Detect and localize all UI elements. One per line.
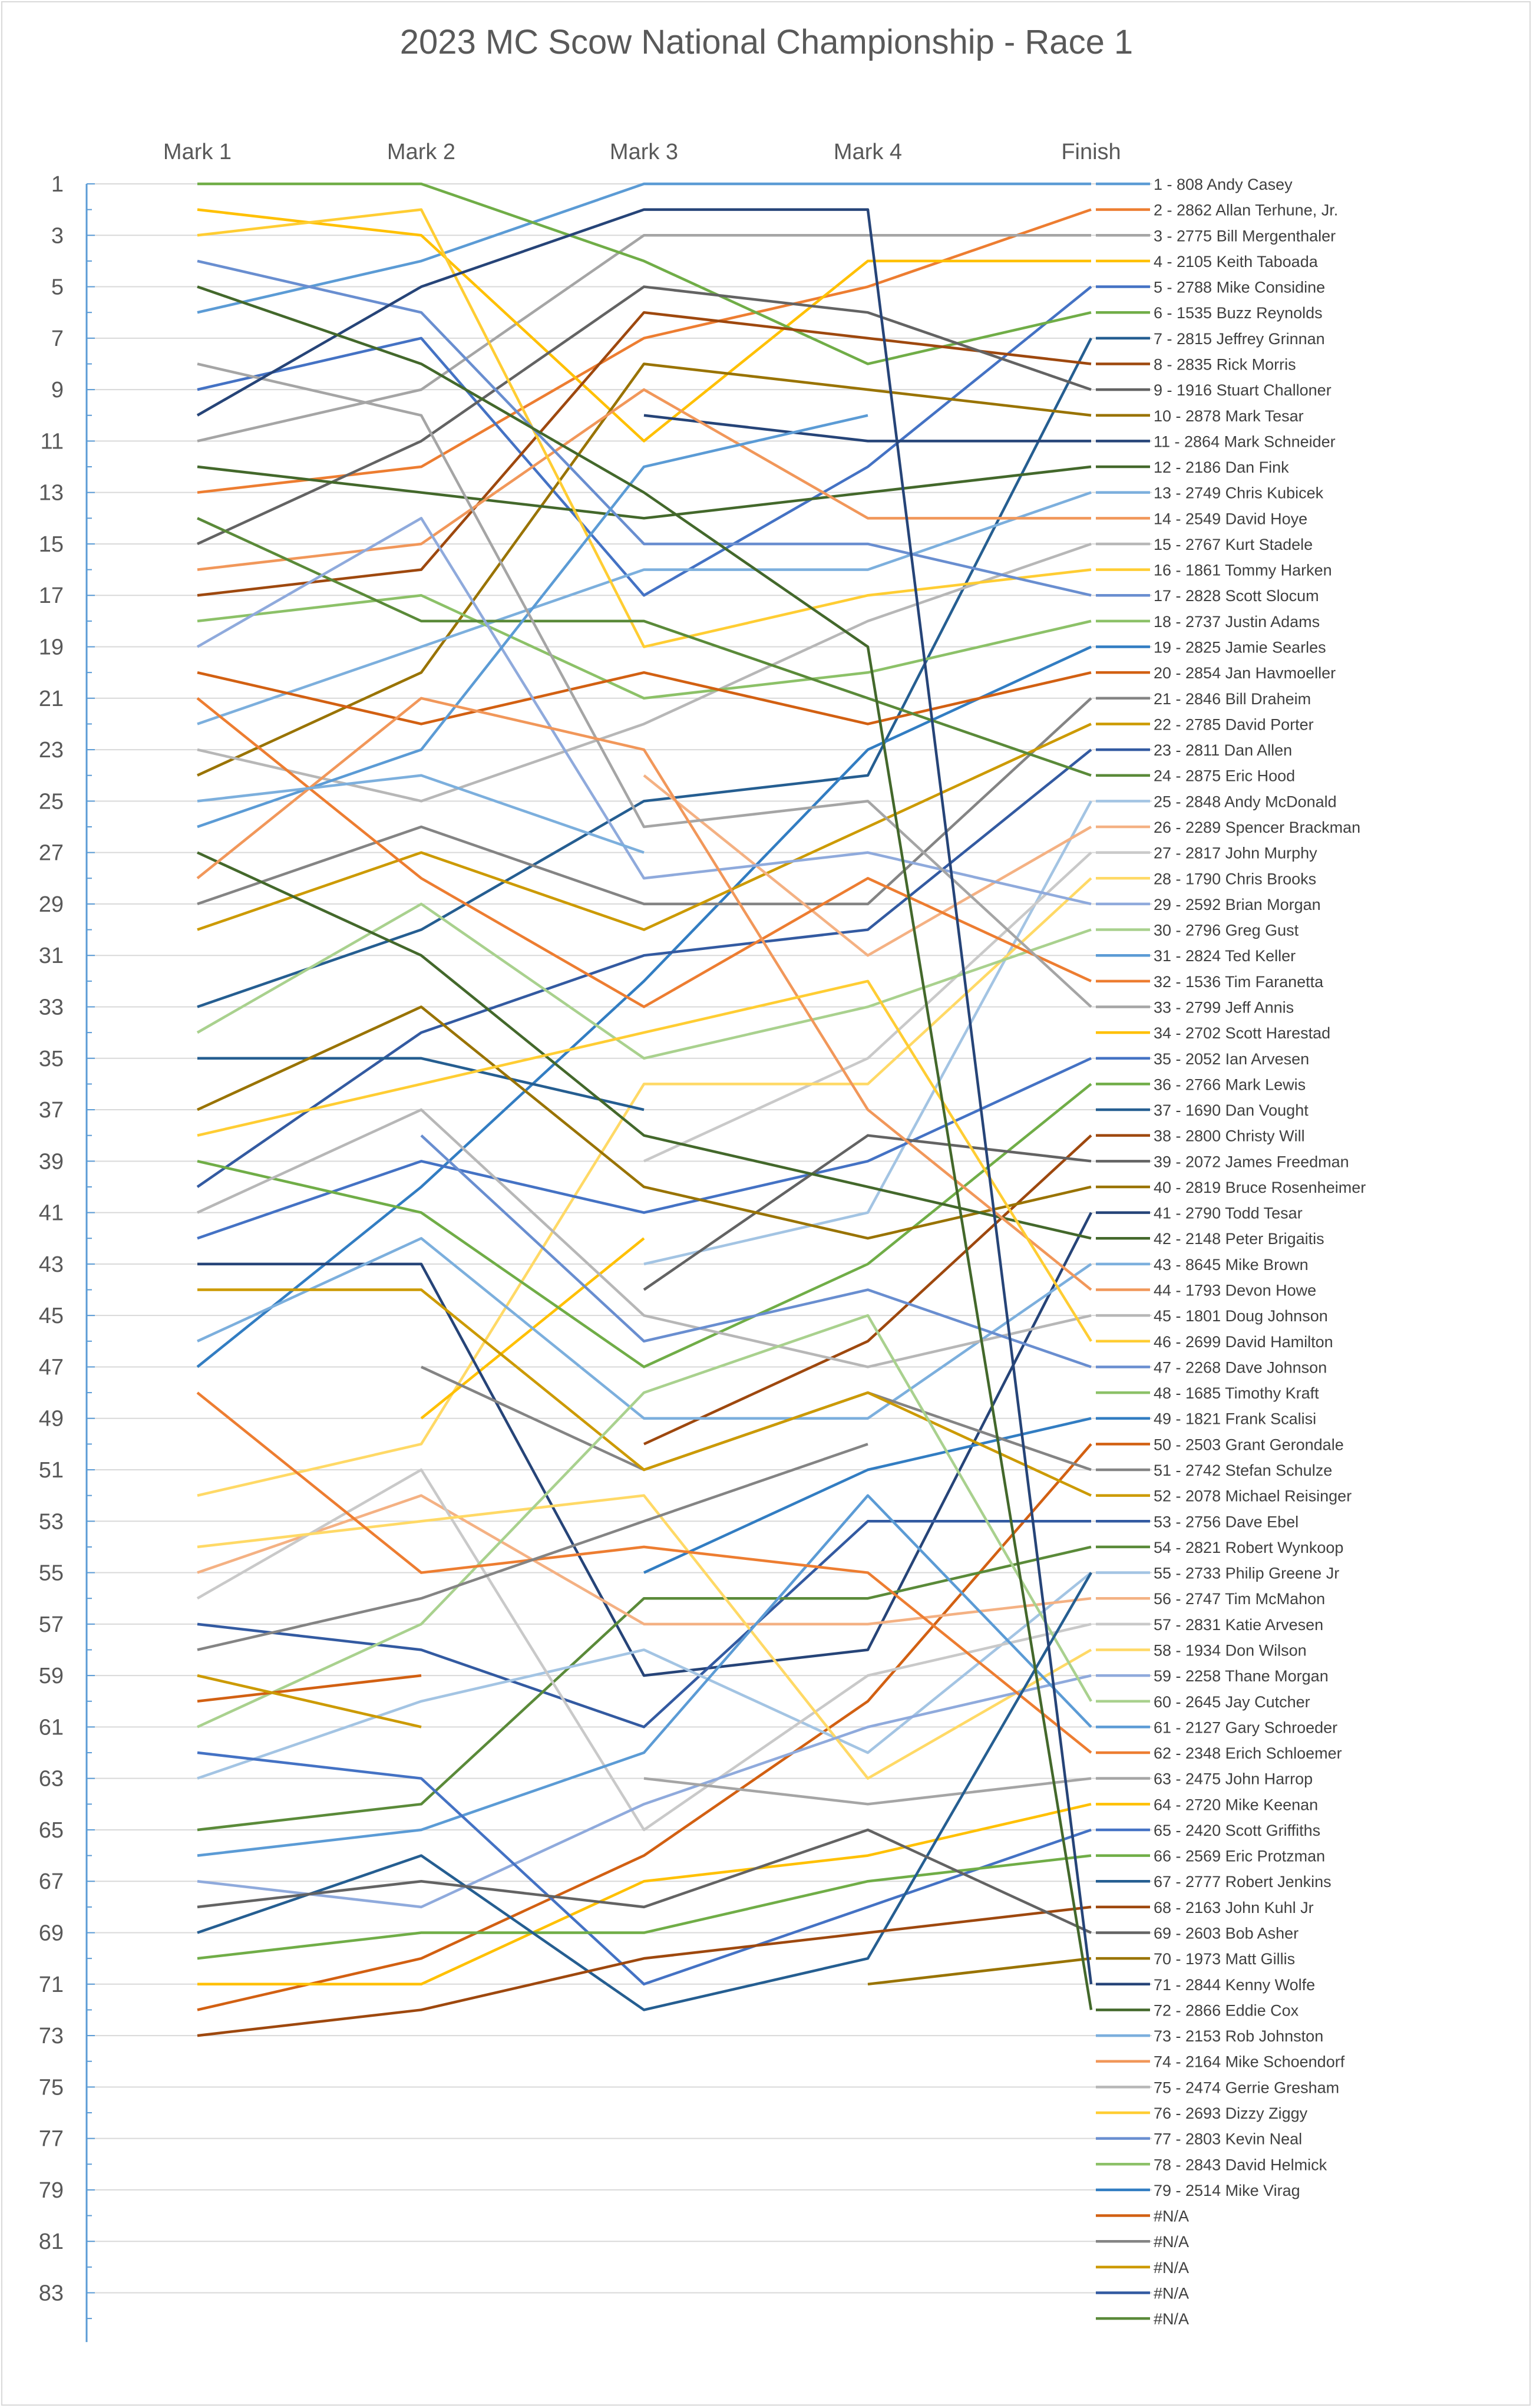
y-tick-label: 83 (38, 2281, 64, 2306)
y-tick-label: 57 (38, 1612, 64, 1637)
y-tick-label: 59 (38, 1664, 64, 1689)
legend-entry: 73 - 2153 Rob Johnston (1154, 2027, 1324, 2046)
legend-entry: 11 - 2864 Mark Schneider (1154, 433, 1336, 451)
y-tick-label: 77 (38, 2126, 64, 2152)
legend-entry: 28 - 1790 Chris Brooks (1154, 870, 1317, 888)
y-tick-label: 27 (38, 840, 64, 866)
series-line (197, 210, 1091, 493)
category-label: Finish (1061, 140, 1121, 164)
y-tick-label: 15 (38, 532, 64, 557)
category-headers (163, 140, 1121, 164)
legend-entry: #N/A (1154, 2258, 1190, 2277)
legend-entry: 7 - 2815 Jeffrey Grinnan (1154, 329, 1325, 348)
legend-entry: 22 - 2785 David Porter (1154, 715, 1314, 734)
y-tick-label: 79 (38, 2178, 64, 2203)
legend-entry: 60 - 2645 Jay Cutcher (1154, 1693, 1310, 1711)
series-line (197, 210, 1091, 441)
legend-entry: 4 - 2105 Keith Taboada (1154, 252, 1318, 271)
series-line (421, 1136, 1091, 1367)
legend-entry: 14 - 2549 David Hoye (1154, 510, 1308, 528)
legend-entry: 41 - 2790 Todd Tesar (1154, 1204, 1303, 1222)
legend-entry: 38 - 2800 Christy Will (1154, 1127, 1305, 1145)
legend-entry: 40 - 2819 Bruce Rosenheimer (1154, 1178, 1366, 1196)
legend-entry: 78 - 2843 David Helmick (1154, 2156, 1327, 2174)
legend-entry: 36 - 2766 Mark Lewis (1154, 1076, 1306, 1094)
y-tick-label: 1 (51, 172, 64, 197)
legend-entry: 9 - 1916 Stuart Challoner (1154, 381, 1332, 400)
series-line (197, 1753, 1091, 1984)
y-tick-label: 17 (38, 583, 64, 609)
legend-entry: 65 - 2420 Scott Griffiths (1154, 1821, 1321, 1839)
legend (1096, 176, 1366, 2328)
legend-entry: 48 - 1685 Timothy Kraft (1154, 1384, 1319, 1403)
legend-entry: 19 - 2825 Jamie Searles (1154, 638, 1326, 657)
y-tick-label: 73 (38, 2024, 64, 2049)
legend-entry: 6 - 1535 Buzz Reynolds (1154, 304, 1323, 322)
legend-entry: 27 - 2817 John Murphy (1154, 844, 1317, 862)
y-tick-label: 45 (38, 1304, 64, 1329)
y-tick-label: 81 (38, 2229, 64, 2255)
legend-entry: #N/A (1154, 2284, 1190, 2303)
legend-entry: 20 - 2854 Jan Havmoeller (1154, 664, 1336, 682)
y-tick-label: 75 (38, 2075, 64, 2100)
legend-entry: 34 - 2702 Scott Harestad (1154, 1024, 1331, 1043)
legend-entry: 70 - 1973 Matt Gillis (1154, 1950, 1296, 1968)
y-axis (39, 172, 95, 2342)
y-tick-label: 33 (38, 995, 64, 1020)
legend-entry: 13 - 2749 Chris Kubicek (1154, 484, 1324, 502)
y-tick-label: 29 (38, 892, 64, 917)
legend-entry: 69 - 2603 Bob Asher (1154, 1924, 1299, 1942)
legend-entry: 53 - 2756 Dave Ebel (1154, 1513, 1299, 1531)
legend-entry: 18 - 2737 Justin Adams (1154, 612, 1320, 631)
category-label: Mark 3 (609, 140, 679, 164)
legend-entry: 51 - 2742 Stefan Schulze (1154, 1462, 1333, 1479)
y-tick-label: 19 (38, 635, 64, 660)
legend-entry: 67 - 2777 Robert Jenkins (1154, 1873, 1332, 1891)
legend-entry: 50 - 2503 Grant Gerondale (1154, 1436, 1344, 1454)
legend-entry: 15 - 2767 Kurt Stadele (1154, 535, 1313, 553)
y-tick-label: 11 (40, 429, 64, 454)
legend-entry: 47 - 2268 Dave Johnson (1154, 1358, 1327, 1377)
legend-entry: #N/A (1154, 2233, 1190, 2251)
y-tick-label: 69 (38, 1921, 64, 1946)
legend-entry: 75 - 2474 Gerrie Gresham (1154, 2079, 1340, 2097)
y-tick-label: 71 (38, 1972, 64, 1997)
y-tick-label: 39 (38, 1149, 64, 1175)
legend-entry: 16 - 1861 Tommy Harken (1154, 561, 1332, 579)
series-line (197, 493, 1091, 724)
legend-entry: 33 - 2799 Jeff Annis (1154, 998, 1294, 1017)
legend-entry: #N/A (1154, 2207, 1190, 2225)
y-tick-label: 25 (38, 789, 64, 814)
y-tick-label: 31 (38, 944, 64, 969)
y-tick-label: 53 (38, 1509, 64, 1535)
legend-entry: 58 - 1934 Don Wilson (1154, 1641, 1307, 1660)
y-tick-label: 65 (38, 1817, 64, 1843)
legend-entry: 8 - 2835 Rick Morris (1154, 355, 1296, 374)
series-line (197, 1907, 1091, 2036)
legend-entry: 30 - 2796 Greg Gust (1154, 921, 1299, 939)
legend-entry: 52 - 2078 Michael Reisinger (1154, 1487, 1352, 1505)
series-line (197, 1110, 1091, 1367)
legend-entry: 29 - 2592 Brian Morgan (1154, 895, 1321, 913)
legend-entry: 61 - 2127 Gary Schroeder (1154, 1718, 1338, 1737)
y-tick-label: 47 (38, 1355, 64, 1380)
legend-entry: 62 - 2348 Erich Schloemer (1154, 1744, 1342, 1763)
legend-entry: 5 - 2788 Mike Considine (1154, 278, 1326, 296)
legend-entry: 24 - 2875 Eric Hood (1154, 767, 1296, 785)
legend-entry: 12 - 2186 Dan Fink (1154, 458, 1289, 477)
y-tick-label: 61 (38, 1715, 64, 1740)
legend-entry: 68 - 2163 John Kuhl Jr (1154, 1898, 1314, 1916)
legend-entry: 43 - 8645 Mike Brown (1154, 1255, 1309, 1274)
legend-entry: 35 - 2052 Ian Arvesen (1154, 1050, 1310, 1068)
legend-entry: 54 - 2821 Robert Wynkoop (1154, 1538, 1344, 1556)
series-line (197, 1675, 421, 1701)
legend-entry: 59 - 2258 Thane Morgan (1154, 1667, 1329, 1685)
legend-entry: 45 - 1801 Doug Johnson (1154, 1307, 1328, 1325)
category-label: Mark 2 (386, 140, 456, 164)
legend-entry: 44 - 1793 Devon Howe (1154, 1281, 1317, 1299)
legend-entry: 10 - 2878 Mark Tesar (1154, 407, 1304, 425)
legend-entry: 39 - 2072 James Freedman (1154, 1153, 1349, 1171)
y-tick-label: 67 (38, 1869, 64, 1895)
category-label: Mark 1 (163, 140, 232, 164)
legend-entry: 64 - 2720 Mike Keenan (1154, 1796, 1319, 1814)
y-tick-label: 63 (38, 1766, 64, 1792)
legend-entry: 23 - 2811 Dan Allen (1154, 741, 1293, 760)
series-line (197, 1496, 1091, 1779)
legend-entry: 26 - 2289 Spencer Brackman (1154, 819, 1361, 836)
legend-entry: 79 - 2514 Mike Virag (1154, 2181, 1300, 2199)
legend-entry: 3 - 2775 Bill Mergenthaler (1154, 227, 1336, 245)
legend-entry: 77 - 2803 Kevin Neal (1154, 2130, 1303, 2148)
legend-entry: 57 - 2831 Katie Arvesen (1154, 1615, 1324, 1634)
series-line (197, 1496, 1091, 1624)
series-line (197, 518, 1091, 904)
legend-entry: 25 - 2848 Andy McDonald (1154, 793, 1337, 811)
legend-entry: 2 - 2862 Allan Terhune, Jr. (1154, 201, 1339, 219)
legend-entry: 42 - 2148 Peter Brigaitis (1154, 1230, 1324, 1248)
legend-entry: 56 - 2747 Tim McMahon (1154, 1590, 1326, 1608)
y-tick-label: 41 (38, 1200, 64, 1226)
y-tick-label: 37 (38, 1098, 64, 1123)
y-tick-label: 55 (38, 1561, 64, 1586)
y-tick-label: 43 (38, 1252, 64, 1277)
legend-entry: #N/A (1154, 2310, 1190, 2328)
legend-entry: 31 - 2824 Ted Keller (1154, 947, 1296, 965)
y-tick-label: 9 (51, 378, 64, 403)
series-line (197, 1675, 421, 1727)
legend-entry: 37 - 1690 Dan Vought (1154, 1101, 1309, 1120)
y-tick-label: 23 (38, 738, 64, 763)
legend-entry: 32 - 1536 Tim Faranetta (1154, 972, 1324, 991)
legend-entry: 1 - 808 Andy Casey (1154, 176, 1293, 193)
legend-entry: 17 - 2828 Scott Slocum (1154, 587, 1319, 605)
series-line (868, 1958, 1091, 1984)
y-tick-label: 7 (51, 326, 64, 351)
legend-entry: 63 - 2475 John Harrop (1154, 1770, 1313, 1788)
category-label: Mark 4 (833, 140, 903, 164)
y-tick-label: 35 (38, 1046, 64, 1071)
legend-entry: 66 - 2569 Eric Protzman (1154, 1847, 1326, 1865)
chart-title: 2023 MC Scow National Championship - Race 1 (399, 23, 1134, 61)
legend-entry: 55 - 2733 Philip Greene Jr (1154, 1564, 1340, 1582)
y-tick-label: 49 (38, 1406, 64, 1431)
legend-entry: 49 - 1821 Frank Scalisi (1154, 1410, 1317, 1428)
y-tick-label: 51 (38, 1458, 64, 1483)
y-tick-label: 21 (38, 686, 64, 711)
legend-entry: 74 - 2164 Mike Schoendorf (1154, 2053, 1345, 2071)
legend-entry: 76 - 2693 Dizzy Ziggy (1154, 2104, 1308, 2122)
y-tick-label: 3 (51, 223, 64, 249)
y-tick-label: 5 (51, 275, 64, 300)
legend-entry: 71 - 2844 Kenny Wolfe (1154, 1975, 1316, 1994)
legend-entry: 72 - 2866 Eddie Cox (1154, 2001, 1299, 2020)
legend-entry: 46 - 2699 David Hamilton (1154, 1332, 1333, 1351)
legend-entry: 21 - 2846 Bill Draheim (1154, 690, 1311, 708)
y-tick-label: 13 (38, 480, 64, 506)
